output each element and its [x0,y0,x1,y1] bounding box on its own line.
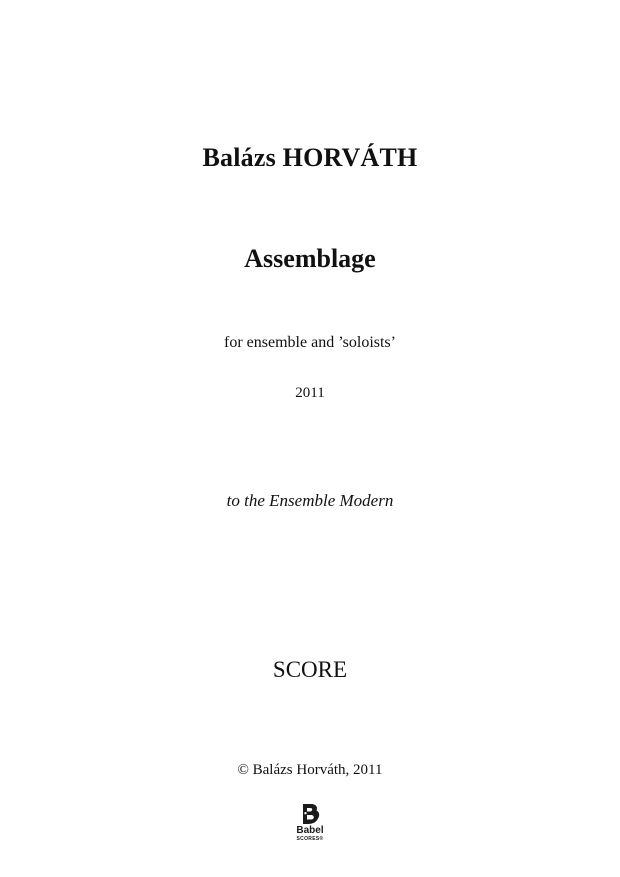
composer-name: Balázs HORVÁTH [202,143,418,172]
work-subtitle: for ensemble and ’soloists’ [224,334,396,351]
copyright-notice: © Balázs Horváth, 2011 [237,762,383,778]
work-title: Assemblage [244,244,376,273]
dedication: to the Ensemble Modern [226,491,394,510]
publisher-name: Babel [296,825,324,836]
babel-scores-logo-icon [299,803,321,825]
publisher-subname: SCORES® [296,836,324,842]
publisher-logo [288,803,332,849]
document-type-label: SCORE [272,657,348,682]
composition-year: 2011 [295,385,325,401]
